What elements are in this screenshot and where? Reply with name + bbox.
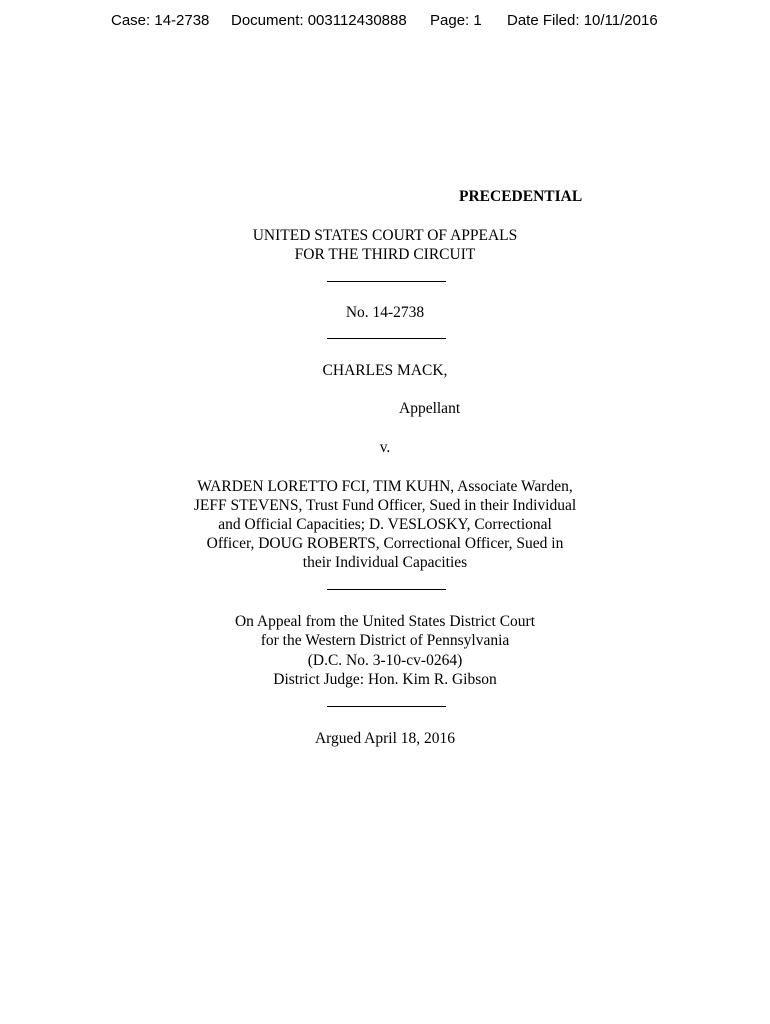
court-name-line-2: FOR THE THIRD CIRCUIT [294,246,476,263]
argued-date: Argued April 18, 2016 [314,730,456,747]
document-number: Document: 003112430888 [231,12,407,29]
section-divider [327,338,446,339]
date-filed: Date Filed: 10/11/2016 [507,12,658,29]
appeal-line: for the Western District of Pennsylvania [260,632,510,649]
docket-number: No. 14-2738 [345,304,425,321]
precedential-label: PRECEDENTIAL [459,188,583,205]
case-number: Case: 14-2738 [111,12,210,29]
filing-header [0,12,770,34]
appellees-line: their Individual Capacities [302,554,468,571]
section-divider [327,281,446,282]
section-divider [327,706,446,707]
versus: v. [379,439,391,456]
page-number: Page: 1 [430,12,482,29]
section-divider [327,589,446,590]
appellant-name: CHARLES MACK, [322,362,448,379]
appellant-role: Appellant [399,400,461,417]
appellees-line: and Official Capacities; D. VESLOSKY, Correctional [218,516,552,533]
appeal-line: (D.C. No. 3-10-cv-0264) [307,652,463,669]
appeal-line: District Judge: Hon. Kim R. Gibson [273,671,497,688]
appellees-line: WARDEN LORETTO FCI, TIM KUHN, Associate Warden, [197,478,573,495]
appellees-line: JEFF STEVENS, Trust Fund Officer, Sued in their Individual [193,497,577,514]
court-name-line-1: UNITED STATES COURT OF APPEALS [252,227,518,244]
appeal-line: On Appeal from the United States District Court [234,613,536,630]
appellees-line: Officer, DOUG ROBERTS, Correctional Officer, Sued in [206,535,564,552]
